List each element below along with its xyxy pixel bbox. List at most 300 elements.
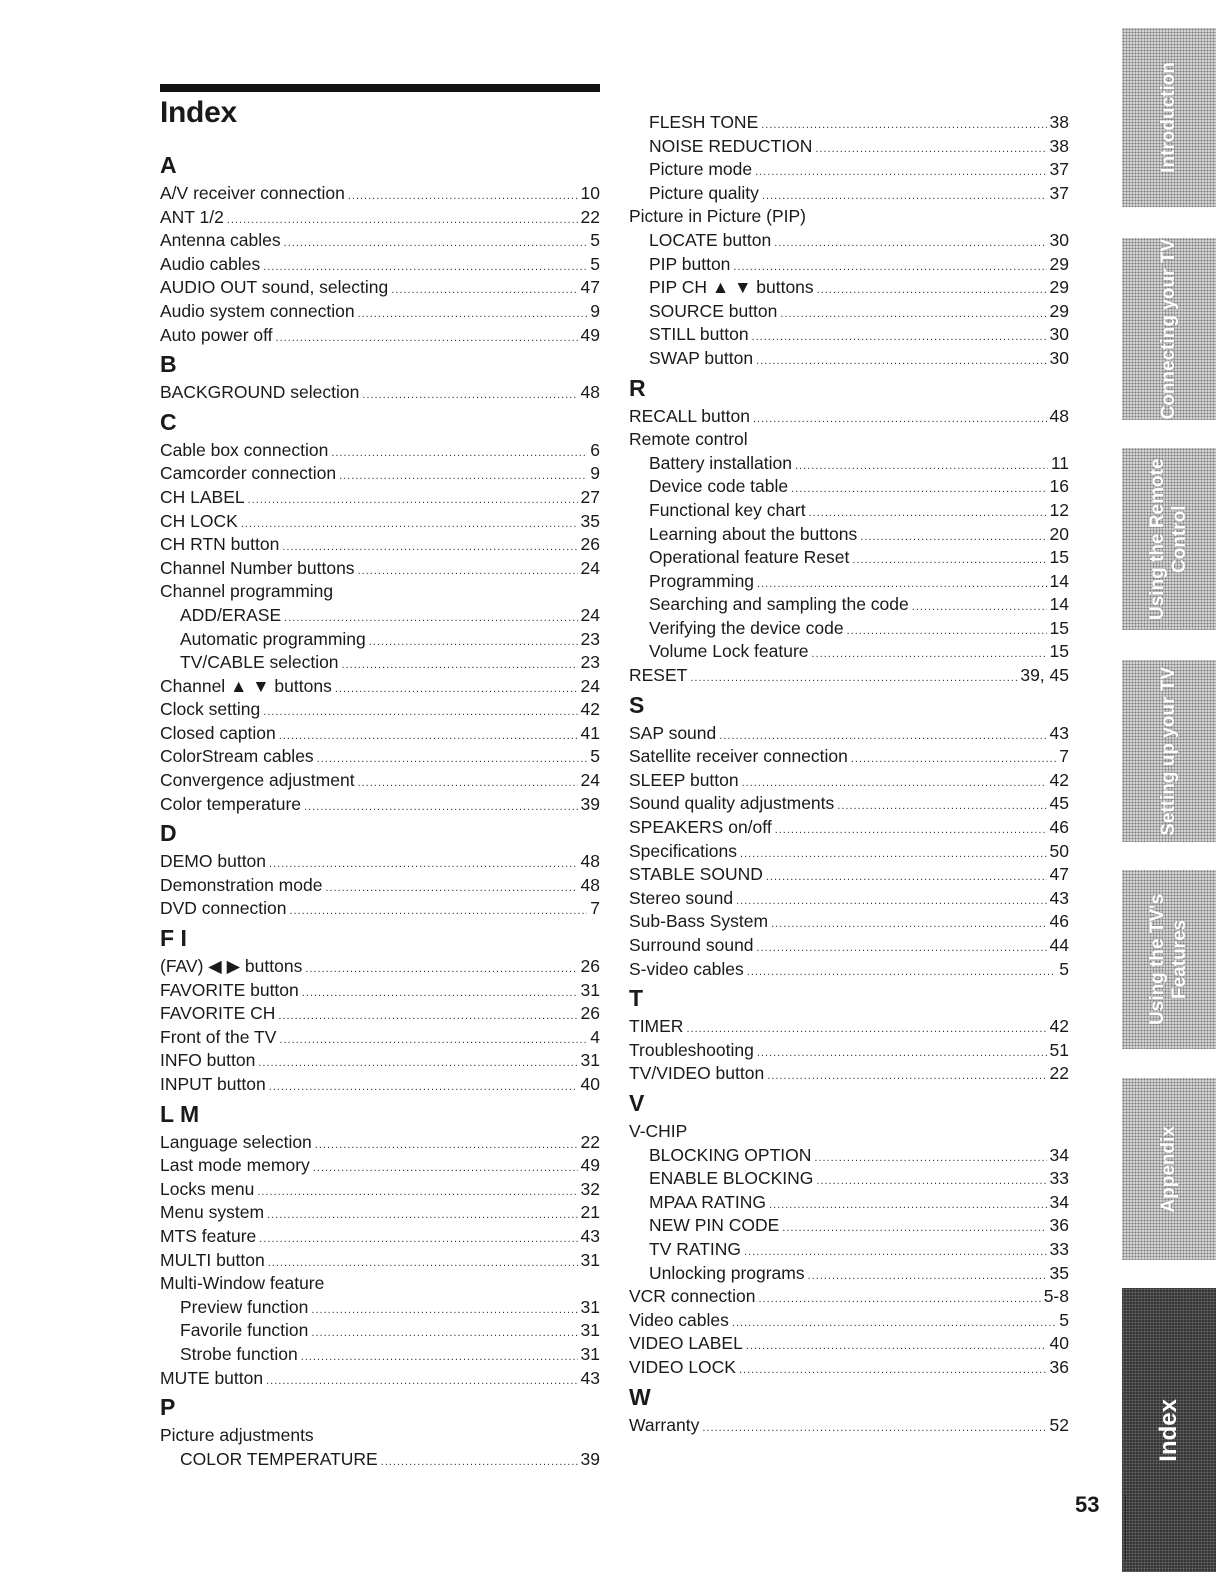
section-letter: B	[160, 351, 177, 378]
index-entry	[629, 1309, 1069, 1333]
dot-leader	[755, 161, 1046, 185]
dot-leader	[266, 1370, 577, 1394]
section-tab[interactable]	[1122, 28, 1216, 207]
index-entry	[629, 1285, 1069, 1309]
index-entry	[629, 1120, 1069, 1144]
entry-term: Remote control	[629, 429, 748, 450]
entry-page: 16	[1049, 476, 1069, 497]
entry-term: MULTI button	[160, 1249, 265, 1270]
index-entry	[160, 533, 600, 557]
entry-page: 14	[1049, 594, 1069, 615]
dot-leader	[325, 877, 577, 901]
index-entry	[629, 229, 1069, 253]
entry-term: Specifications	[629, 840, 737, 861]
entry-term: SLEEP button	[629, 769, 739, 790]
entry-term: ColorStream cables	[160, 746, 314, 767]
entry-term: Searching and sampling the code	[649, 594, 909, 615]
entry-page: 33	[1049, 1238, 1069, 1259]
index-entry	[629, 910, 1069, 934]
entry-term: MUTE button	[160, 1367, 264, 1388]
entry-term: Preview function	[180, 1296, 309, 1317]
index-entry	[160, 745, 600, 769]
section-letter: P	[160, 1394, 176, 1421]
index-entry	[629, 1191, 1069, 1215]
dot-leader	[279, 1029, 587, 1053]
entry-page: 51	[1049, 1039, 1069, 1060]
entry-page: 29	[1049, 277, 1069, 298]
section-tab[interactable]	[1122, 238, 1216, 420]
index-entry	[629, 745, 1069, 769]
index-entry	[160, 955, 600, 979]
index-entry	[160, 510, 600, 534]
dot-leader	[702, 1417, 1046, 1441]
section-letter: A	[160, 152, 177, 178]
index-entry	[160, 229, 600, 253]
entry-term: DEMO button	[160, 851, 267, 872]
index-entry	[160, 462, 600, 486]
index-entry	[160, 1343, 600, 1367]
entry-page: 15	[1049, 617, 1069, 638]
entry-term: TV/CABLE selection	[180, 652, 339, 673]
entry-page: 15	[1049, 547, 1069, 568]
index-entry	[629, 1039, 1069, 1063]
entry-page: 31	[580, 1320, 600, 1341]
entry-page: 7	[1059, 746, 1069, 767]
entry-term: Device code table	[649, 476, 789, 497]
entry-page: 7	[590, 898, 600, 919]
index-entry	[160, 722, 600, 746]
dot-leader	[753, 408, 1047, 432]
entry-term: TV RATING	[649, 1238, 742, 1259]
entry-term: Audio system connection	[160, 300, 355, 321]
dot-leader	[348, 185, 578, 209]
entry-term: FAVORITE button	[160, 979, 299, 1000]
dot-leader	[248, 489, 578, 513]
dot-leader	[782, 1217, 1046, 1241]
entry-term: Multi-Window feature	[160, 1273, 325, 1294]
entry-term: Channel Number buttons	[160, 557, 355, 578]
entry-term: TIMER	[629, 1016, 684, 1037]
index-entry	[629, 887, 1069, 911]
dot-leader	[317, 748, 588, 772]
index-entry	[629, 840, 1069, 864]
entry-page: 27	[580, 486, 600, 507]
entry-page: 48	[580, 382, 600, 403]
entry-page: 29	[1049, 253, 1069, 274]
index-entry	[629, 617, 1069, 641]
dot-leader	[795, 455, 1048, 479]
section-letter: V	[629, 1089, 645, 1116]
section-tab[interactable]	[1122, 870, 1216, 1049]
entry-term: BACKGROUND selection	[160, 382, 360, 403]
entry-term: Auto power off	[160, 324, 273, 345]
dot-leader	[780, 303, 1046, 327]
dot-leader	[746, 1335, 1047, 1359]
index-entry	[629, 769, 1069, 793]
dot-leader	[358, 772, 578, 796]
entry-page: 22	[580, 1131, 600, 1152]
entry-term: Operational feature Reset	[649, 547, 850, 568]
dot-leader	[757, 1042, 1047, 1066]
entry-page: 46	[1049, 817, 1069, 838]
dot-leader	[335, 678, 578, 702]
index-entry	[629, 499, 1069, 523]
entry-page: 38	[1049, 135, 1069, 156]
dot-leader	[304, 796, 577, 820]
dot-leader	[241, 513, 578, 537]
dot-leader	[851, 748, 1056, 772]
index-entry	[629, 523, 1069, 547]
entry-page: 9	[590, 300, 600, 321]
dot-leader	[313, 1157, 578, 1181]
index-entry	[629, 1414, 1069, 1438]
title-rule	[160, 84, 600, 92]
entry-term: Color temperature	[160, 793, 302, 814]
entry-page: 45	[1049, 793, 1069, 814]
dot-leader	[771, 913, 1046, 937]
entry-page: 23	[580, 652, 600, 673]
entry-page: 39, 45	[1020, 665, 1069, 686]
index-entry	[160, 1026, 600, 1050]
dot-leader	[358, 303, 588, 327]
index-entry	[629, 323, 1069, 347]
dot-leader	[311, 1322, 577, 1346]
index-entry	[629, 1015, 1069, 1039]
index-entry	[629, 428, 1069, 452]
entry-term: Verifying the device code	[649, 617, 844, 638]
entry-term: ADD/ERASE	[180, 604, 282, 625]
entry-page: 48	[580, 851, 600, 872]
entry-page: 14	[1049, 570, 1069, 591]
index-entry	[629, 452, 1069, 476]
entry-term: ANT 1/2	[160, 206, 224, 227]
entry-page: 31	[580, 1249, 600, 1270]
entry-page: 49	[580, 1155, 600, 1176]
index-entry	[160, 979, 600, 1003]
dot-leader	[315, 1134, 578, 1158]
index-entry	[629, 111, 1069, 135]
entry-term: Video cables	[629, 1309, 729, 1330]
entry-term: Front of the TV	[160, 1026, 277, 1047]
entry-term: FLESH TONE	[649, 112, 759, 132]
dot-leader	[736, 890, 1046, 914]
index-entry	[629, 570, 1069, 594]
index-entry	[160, 769, 600, 793]
index-entry	[629, 300, 1069, 324]
section-letter: L M	[160, 1100, 200, 1127]
section-letter: D	[160, 820, 177, 847]
entry-term: Language selection	[160, 1131, 312, 1152]
entry-term: BLOCKING OPTION	[649, 1144, 812, 1165]
entry-term: LOCATE button	[649, 229, 772, 250]
entry-term: Audio cables	[160, 253, 261, 274]
entry-page: 30	[1049, 229, 1069, 250]
section-letter: T	[629, 985, 644, 1012]
index-entry	[629, 1167, 1069, 1191]
entry-term: Picture adjustments	[160, 1425, 314, 1446]
entry-term: Demonstration mode	[160, 874, 323, 895]
section-tab[interactable]	[1122, 1288, 1216, 1572]
entry-term: (FAV) ◀ ▶ buttons	[160, 956, 303, 977]
index-entry	[160, 1073, 600, 1097]
dot-leader	[766, 866, 1047, 890]
entry-term: STILL button	[649, 324, 749, 345]
index-entry	[629, 792, 1069, 816]
entry-page: 40	[580, 1074, 600, 1094]
index-entry	[629, 640, 1069, 664]
section-tab[interactable]	[1122, 660, 1216, 842]
entry-page: 40	[1049, 1333, 1069, 1354]
dot-leader	[837, 795, 1046, 819]
section-tab-label: Setting up your TV	[1158, 666, 1179, 836]
index-entry	[629, 405, 1069, 429]
dot-leader	[258, 1052, 577, 1076]
index-entry	[629, 722, 1069, 746]
entry-page: 5	[590, 746, 600, 767]
section-letter: F I	[160, 925, 187, 952]
entry-page: 38	[1049, 112, 1069, 132]
index-column-right	[629, 111, 1069, 1437]
entry-page: 31	[580, 1343, 600, 1364]
index-entry	[629, 816, 1069, 840]
entry-term: Automatic programming	[180, 628, 366, 649]
index-entry	[629, 1062, 1069, 1086]
index-entry	[160, 698, 600, 722]
dot-leader	[739, 1359, 1047, 1383]
entry-page: 32	[580, 1178, 600, 1199]
entry-term: Favorile function	[180, 1320, 309, 1341]
index-entry	[160, 486, 600, 510]
index-entry	[160, 628, 600, 652]
index-entry	[160, 381, 600, 405]
dot-leader	[257, 1181, 577, 1205]
index-entry	[629, 475, 1069, 499]
entry-page: 50	[1049, 840, 1069, 861]
entry-term: RECALL button	[629, 405, 750, 426]
dot-leader	[267, 1204, 577, 1228]
entry-term: SPEAKERS on/off	[629, 817, 772, 838]
dot-leader	[311, 1299, 577, 1323]
entry-term: AUDIO OUT sound, selecting	[160, 277, 389, 298]
index-entry	[160, 1201, 600, 1225]
entry-page: 42	[580, 699, 600, 720]
entry-page: 42	[1049, 769, 1069, 790]
section-tab[interactable]	[1122, 1078, 1216, 1260]
entry-term: Surround sound	[629, 935, 754, 955]
entry-term: CH RTN button	[160, 534, 280, 555]
entry-term: Satellite receiver connection	[629, 746, 848, 767]
entry-page: 21	[580, 1202, 600, 1223]
dot-leader	[284, 232, 588, 256]
entry-term: FAVORITE CH	[160, 1003, 276, 1024]
index-entry	[629, 1144, 1069, 1168]
entry-page: 5-8	[1043, 1286, 1069, 1307]
dot-leader	[817, 279, 1047, 303]
section-tab-label: Index	[1155, 1398, 1182, 1462]
dot-leader	[756, 350, 1046, 374]
entry-term: NEW PIN CODE	[649, 1215, 780, 1236]
entry-page: 35	[580, 510, 600, 531]
entry-term: SWAP button	[649, 347, 754, 368]
index-entry	[629, 1214, 1069, 1238]
entry-page: 15	[1049, 641, 1069, 662]
dot-leader	[814, 1147, 1046, 1171]
index-entry	[629, 664, 1069, 688]
entry-term: Warranty	[629, 1414, 700, 1435]
entry-term: COLOR TEMPERATURE	[180, 1448, 378, 1469]
entry-page: 37	[1049, 182, 1069, 203]
index-entry	[160, 1049, 600, 1073]
dot-leader	[808, 1265, 1047, 1289]
entry-term: INFO button	[160, 1050, 256, 1071]
dot-leader	[758, 1288, 1040, 1312]
entry-term: MPAA RATING	[649, 1191, 767, 1212]
index-entry	[629, 958, 1069, 982]
entry-page: 31	[580, 979, 600, 1000]
entry-page: 5	[1059, 1309, 1069, 1330]
index-entry	[160, 1296, 600, 1320]
index-entry	[160, 580, 600, 604]
entry-page: 39	[580, 1448, 600, 1469]
index-entry	[629, 276, 1069, 300]
entry-page: 31	[580, 1296, 600, 1317]
dot-leader	[289, 900, 587, 924]
entry-page: 30	[1049, 347, 1069, 368]
dot-leader	[305, 958, 577, 982]
page-number-rule	[1125, 1495, 1126, 1560]
entry-term: SAP sound	[629, 722, 717, 743]
dot-leader	[331, 442, 587, 466]
entry-term: Antenna cables	[160, 230, 281, 251]
entry-page: 35	[1049, 1262, 1069, 1283]
dot-leader	[369, 631, 578, 655]
entry-page: 5	[590, 230, 600, 251]
entry-term: PIP button	[649, 253, 731, 274]
entry-page: 24	[580, 604, 600, 625]
dot-leader	[740, 843, 1047, 867]
section-tab-label: Appendix	[1158, 1125, 1179, 1213]
index-entry	[160, 276, 600, 300]
entry-page: 24	[580, 675, 600, 696]
index-entry	[629, 135, 1069, 159]
index-entry	[160, 1272, 600, 1296]
entry-page: 43	[1049, 722, 1069, 743]
index-entry	[160, 324, 600, 348]
entry-term: Picture quality	[649, 182, 759, 203]
entry-term: NOISE REDUCTION	[649, 135, 813, 156]
entry-page: 48	[1049, 405, 1069, 426]
index-entry	[160, 206, 600, 230]
dot-leader	[358, 560, 578, 584]
dot-leader	[815, 138, 1046, 162]
index-entry	[160, 604, 600, 628]
entry-term: Learning about the buttons	[649, 523, 858, 544]
entry-page: 24	[580, 557, 600, 578]
entry-page: 12	[1049, 499, 1069, 520]
entry-page: 47	[580, 277, 600, 298]
dot-leader	[847, 620, 1047, 644]
entry-term: SOURCE button	[649, 300, 778, 321]
dot-leader	[362, 384, 577, 408]
entry-page: 49	[580, 324, 600, 345]
index-entry	[160, 1178, 600, 1202]
entry-term: Sound quality adjustments	[629, 793, 835, 814]
entry-page: 22	[580, 206, 600, 227]
entry-page: 23	[580, 628, 600, 649]
entry-term: ENABLE BLOCKING	[649, 1168, 814, 1189]
index-entry	[629, 1332, 1069, 1356]
entry-page: 24	[580, 770, 600, 791]
entry-page: 48	[580, 874, 600, 895]
entry-page: 31	[580, 1050, 600, 1071]
index-entry	[160, 1367, 600, 1391]
entry-page: 20	[1049, 523, 1069, 544]
index-entry	[629, 205, 1069, 229]
entry-term: Functional key chart	[649, 499, 806, 520]
index-entry	[629, 158, 1069, 182]
entry-term: Menu system	[160, 1202, 265, 1223]
dot-leader	[860, 526, 1046, 550]
entry-term: Picture mode	[649, 159, 753, 180]
index-entry	[160, 300, 600, 324]
dot-leader	[391, 279, 577, 303]
entry-term: Sub-Bass System	[629, 911, 769, 932]
entry-page: 26	[580, 534, 600, 555]
index-entry	[160, 253, 600, 277]
section-tab[interactable]	[1122, 448, 1216, 630]
dot-leader	[259, 1228, 577, 1252]
index-entry	[160, 1002, 600, 1026]
entry-term: V-CHIP	[629, 1120, 688, 1141]
index-entry	[160, 1225, 600, 1249]
entry-term: Locks menu	[160, 1178, 255, 1199]
entry-term: Channel ▲ ▼ buttons	[160, 675, 332, 696]
index-entry	[629, 934, 1069, 958]
entry-term: VIDEO LABEL	[629, 1333, 743, 1354]
entry-term: STABLE SOUND	[629, 864, 763, 885]
dot-leader	[263, 701, 577, 725]
entry-page: 36	[1049, 1356, 1069, 1377]
entry-term: Troubleshooting	[629, 1039, 754, 1060]
entry-term: PIP CH ▲ ▼ buttons	[649, 277, 814, 298]
entry-page: 36	[1049, 1215, 1069, 1236]
entry-page: 39	[580, 793, 600, 814]
entry-term: Unlocking programs	[649, 1262, 805, 1283]
section-tab-label: Connecting your TV	[1158, 238, 1179, 420]
entry-term: TV/VIDEO button	[629, 1063, 765, 1084]
section-letter: S	[629, 691, 645, 718]
entry-page: 43	[1049, 887, 1069, 908]
entry-term: INPUT button	[160, 1074, 266, 1094]
entry-term: Clock setting	[160, 699, 261, 720]
index-entry	[629, 1238, 1069, 1262]
index-entry	[629, 546, 1069, 570]
entry-term: CH LABEL	[160, 486, 245, 507]
section-letter: W	[629, 1383, 651, 1410]
index-entry	[160, 651, 600, 675]
index-entry	[160, 874, 600, 898]
entry-term: Volume Lock feature	[649, 641, 809, 662]
entry-term: Last mode memory	[160, 1155, 310, 1176]
dot-leader	[774, 232, 1046, 256]
dot-leader	[278, 1005, 577, 1029]
dot-leader	[279, 725, 578, 749]
entry-term: Picture in Picture (PIP)	[629, 206, 806, 227]
entry-term: Channel programming	[160, 581, 334, 602]
dot-leader	[912, 596, 1047, 620]
page-title: Index	[160, 96, 237, 129]
index-entry	[160, 897, 600, 921]
